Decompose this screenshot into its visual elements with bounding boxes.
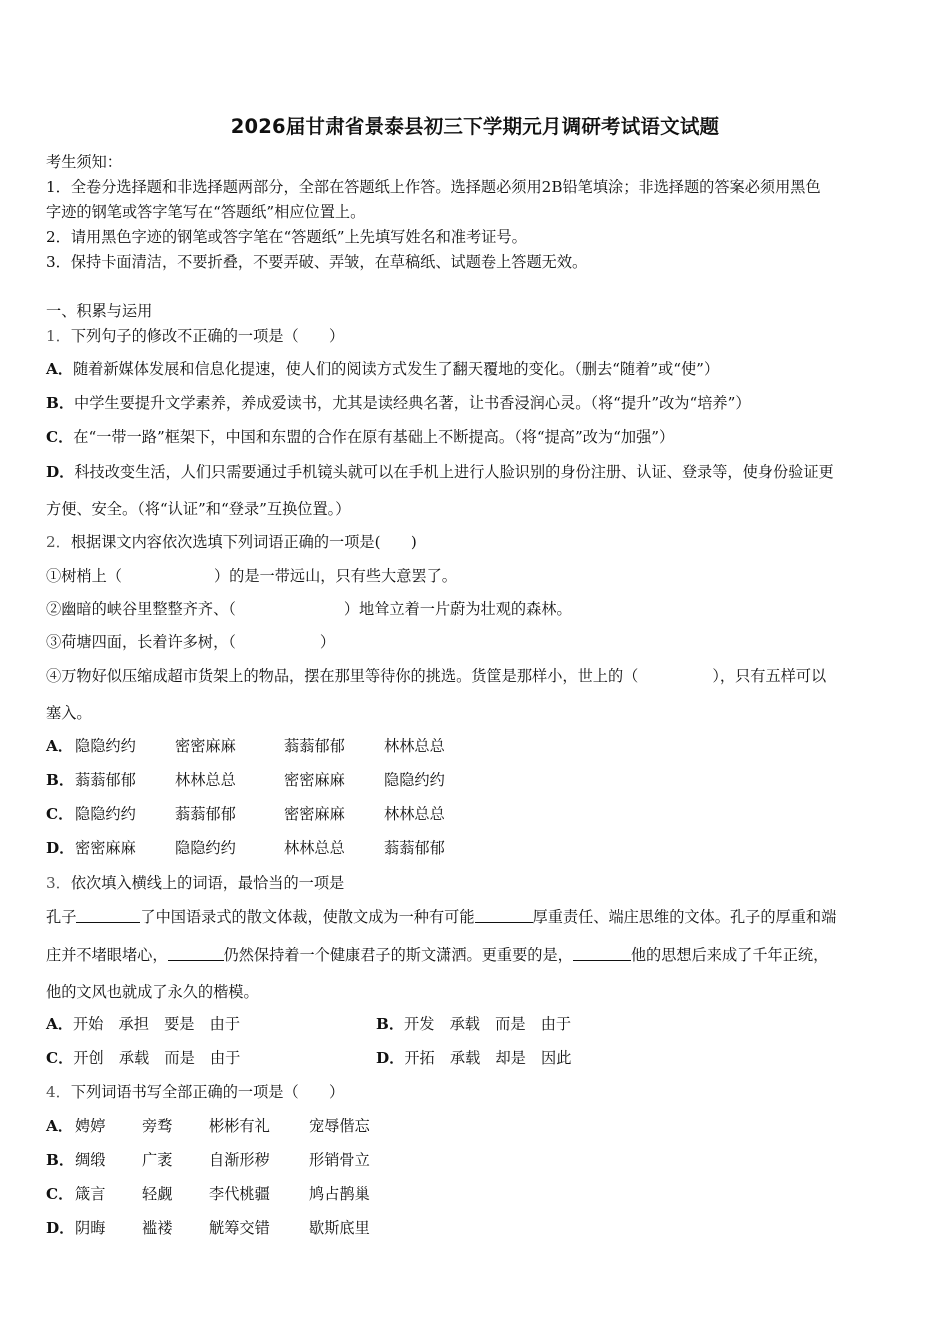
q3-option-c	[46, 1047, 240, 1069]
notice-heading: 考生须知：	[46, 153, 122, 171]
q4-option-c-label: C．	[46, 1185, 74, 1203]
q2-option-c-word: 林林总总	[384, 805, 445, 823]
q2-option-a-label: A．	[46, 737, 73, 755]
q4-option-b-word: 绸缎	[75, 1151, 106, 1169]
q2-option-d-word: 蓊蓊郁郁	[384, 839, 445, 857]
q1-option-a	[46, 358, 719, 380]
q4-option-b-word: 形销骨立	[309, 1151, 370, 1169]
q4-option-b-word: 自渐形秽	[209, 1151, 270, 1169]
q4-option-b-word: 广袤	[142, 1151, 173, 1169]
q1-option-d-cont: 方便、安全。（将“认证”和“登录”互换位置。）	[46, 500, 351, 518]
option-text: 开创 承载 而是 由于	[73, 1049, 241, 1067]
sentence-part: ）	[319, 633, 336, 651]
q4-option-c-word: 箴言	[75, 1185, 106, 1203]
q3-passage-line-1	[46, 906, 836, 928]
option-label: A．	[46, 360, 73, 378]
q2-option-d-label: D．	[46, 839, 75, 857]
option-label: A．	[46, 1015, 73, 1033]
question-2-stem	[46, 531, 417, 553]
fill-blank	[475, 908, 533, 923]
q3-passage-line-3: 他的文风也就成了永久的楷模。	[46, 983, 259, 1001]
sentence-part: ②幽暗的峡谷里整整齐齐、（	[46, 600, 236, 618]
q4-option-c-word: 李代桃疆	[209, 1185, 270, 1203]
q4-option-d-word: 歇斯底里	[309, 1219, 370, 1237]
question-text: 根据课文内容依次选填下列词语正确的一项是( )	[70, 533, 417, 551]
q4-option-a-word: 彬彬有礼	[209, 1117, 270, 1135]
q1-option-c	[46, 426, 674, 448]
q3-option-a	[46, 1013, 240, 1035]
option-label: D．	[376, 1049, 405, 1067]
q2-option-c-word: 蓊蓊郁郁	[175, 805, 236, 823]
option-label: C．	[46, 1049, 74, 1067]
option-label: B．	[46, 394, 75, 412]
question-1-stem	[46, 325, 344, 347]
notice-item-2: 2．请用黑色字迹的钢笔或答字笔在“答题纸”上先填写姓名和准考证号。	[46, 228, 527, 246]
fill-blank	[168, 946, 224, 961]
option-label: B．	[376, 1015, 405, 1033]
question-4-stem	[46, 1081, 344, 1103]
q4-option-a-word: 宠辱偕忘	[309, 1117, 370, 1135]
sentence-part: ④万物好似压缩成超市货架上的物品，摆在那里等待你的挑选。货筐是那样小，世上的（	[46, 667, 639, 685]
notice-item-1: 1．全卷分选择题和非选择题两部分，全部在答题纸上作答。选择题必须用2B铅笔填涂；非选择题的答案必须用黑色	[46, 178, 821, 196]
q2-option-a-word: 蓊蓊郁郁	[284, 737, 345, 755]
q2-option-c-word: 密密麻麻	[284, 805, 345, 823]
q4-option-a-word: 娉婷	[75, 1117, 106, 1135]
sentence-part: ）地耸立着一片蔚为壮观的森林。	[343, 600, 572, 618]
q4-option-d-word: 觥筹交错	[209, 1219, 270, 1237]
passage-part: 他的思想后来成了千年正统，	[630, 946, 829, 964]
q4-option-b-label: B．	[46, 1151, 75, 1169]
passage-part: 孔子	[46, 908, 77, 926]
q4-option-a-word: 旁骛	[142, 1117, 173, 1135]
q4-option-d-word: 阴晦	[75, 1219, 106, 1237]
q4-option-d-label: D．	[46, 1219, 75, 1237]
notice-item-1-cont: 字迹的钢笔或答字笔写在“答题纸”相应位置上。	[46, 203, 366, 221]
passage-part: 厚重责任、端庄思维的文体。孔子的厚重和端	[532, 908, 837, 926]
q4-option-c-word: 轻觑	[142, 1185, 173, 1203]
question-number: 1．	[46, 327, 71, 345]
q2-option-c-label: C．	[46, 805, 74, 823]
q2-option-d-word: 林林总总	[284, 839, 345, 857]
question-number: 3．	[46, 874, 71, 892]
q2-option-b-word: 林林总总	[175, 771, 236, 789]
fill-blank	[76, 908, 140, 923]
option-text: 随着新媒体发展和信息化提速，使人们的阅读方式发生了翻天覆地的变化。（删去“随着”或“使”）	[72, 360, 720, 378]
q3-option-b	[376, 1013, 571, 1035]
question-number: 2．	[46, 533, 71, 551]
q2-option-b-word: 蓊蓊郁郁	[75, 771, 136, 789]
sentence-part: ）的是一带远山，只有些大意罢了。	[213, 567, 457, 585]
sentence-part: ），只有五样可以	[712, 667, 827, 685]
fill-blank	[573, 946, 631, 961]
sentence-part: ③荷塘四面，长着许多树，（	[46, 633, 236, 651]
question-number: 4．	[46, 1083, 71, 1101]
option-text: 在“一带一路”框架下，中国和东盟的合作在原有基础上不断提高。（将“提高”改为“加强”）	[73, 428, 675, 446]
q2-option-b-label: B．	[46, 771, 75, 789]
sentence-part: ①树梢上（	[46, 567, 122, 585]
q1-option-b	[46, 392, 751, 414]
page-title: 2026届甘肃省景泰县初三下学期元月调研考试语文试题	[230, 115, 720, 138]
option-text: 开发 承载 而是 由于	[404, 1015, 572, 1033]
question-text: 下列词语书写全部正确的一项是（ ）	[70, 1083, 345, 1101]
question-text: 依次填入横线上的词语，最恰当的一项是	[70, 874, 345, 892]
section-heading: 一、积累与运用	[46, 302, 153, 320]
q2-option-d-word: 密密麻麻	[75, 839, 136, 857]
q2-option-b-word: 隐隐约约	[384, 771, 445, 789]
option-label: D．	[46, 463, 75, 481]
q2-sentence-3	[46, 631, 335, 653]
q2-sentence-4-cont: 塞入。	[46, 704, 92, 722]
q2-option-a-word: 密密麻麻	[175, 737, 236, 755]
q4-option-c-word: 鸠占鹊巢	[309, 1185, 370, 1203]
q2-option-a-word: 隐隐约约	[75, 737, 136, 755]
q2-sentence-1	[46, 565, 457, 587]
q2-option-d-word: 隐隐约约	[175, 839, 236, 857]
passage-part: 了中国语录式的散文体裁，使散文成为一种有可能	[140, 908, 475, 926]
q4-option-d-word: 褴褛	[142, 1219, 173, 1237]
option-label: C．	[46, 428, 74, 446]
q2-option-a-word: 林林总总	[384, 737, 445, 755]
option-text: 科技改变生活，人们只需要通过手机镜头就可以在手机上进行人脸识别的身份注册、认证、登录等，使身份验证更	[74, 463, 834, 481]
q3-passage-line-2	[46, 944, 828, 966]
passage-part: 仍然保持着一个健康君子的斯文潇洒。更重要的是，	[223, 946, 573, 964]
q2-sentence-4	[46, 665, 826, 687]
passage-part: 庄并不堵眼堵心，	[46, 946, 168, 964]
q1-option-d	[46, 461, 834, 483]
option-text: 中学生要提升文学素养，养成爱读书，尤其是读经典名著，让书香浸润心灵。（将“提升”改为“培养”）	[74, 394, 751, 412]
q3-option-d	[376, 1047, 571, 1069]
option-text: 开始 承担 要是 由于	[72, 1015, 241, 1033]
question-3-stem	[46, 872, 344, 894]
question-text: 下列句子的修改不正确的一项是（ ）	[70, 327, 345, 345]
notice-item-3: 3．保持卡面清洁，不要折叠，不要弄破、弄皱，在草稿纸、试题卷上答题无效。	[46, 253, 588, 271]
q2-option-b-word: 密密麻麻	[284, 771, 345, 789]
q2-sentence-2	[46, 598, 572, 620]
q2-option-c-word: 隐隐约约	[75, 805, 136, 823]
q4-option-a-label: A．	[46, 1117, 73, 1135]
option-text: 开拓 承载 却是 因此	[404, 1049, 572, 1067]
